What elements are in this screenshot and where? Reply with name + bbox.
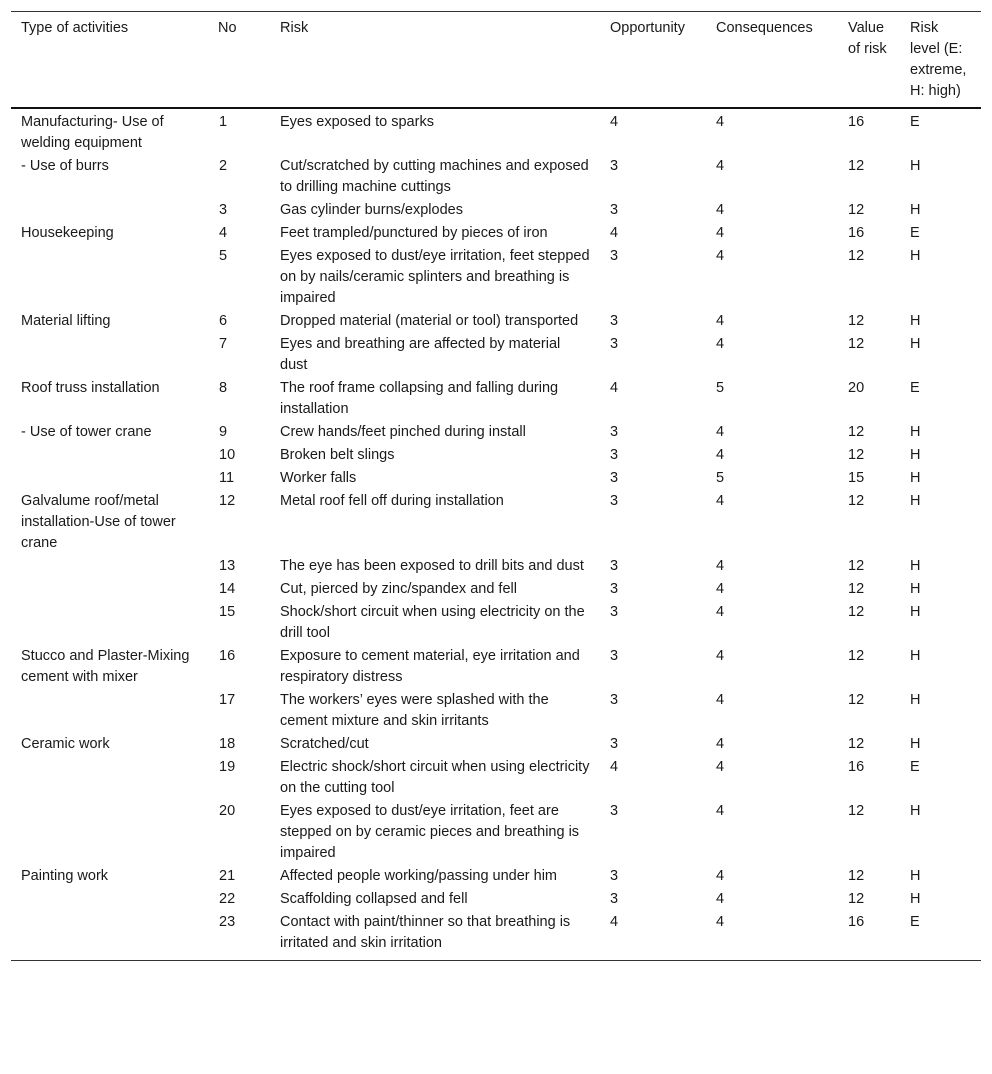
value-of-risk-cell: 12 xyxy=(848,558,865,574)
risk-level-cell: E xyxy=(910,914,920,930)
risk-level-cell: H xyxy=(910,202,921,218)
table-row xyxy=(11,377,981,421)
table-row xyxy=(11,199,981,222)
consequences-cell: 5 xyxy=(716,380,725,396)
consequences-cell: 4 xyxy=(716,313,725,329)
no-cell: 3 xyxy=(219,202,228,218)
opportunity-cell: 3 xyxy=(610,470,619,486)
header-no: No xyxy=(218,20,237,36)
opportunity-cell: 4 xyxy=(610,114,619,130)
no-cell: 9 xyxy=(219,424,228,440)
risk-cell: The workers’ eyes were splashed with the cement mixture and skin irritants xyxy=(280,692,549,729)
no-cell: 23 xyxy=(219,914,236,930)
activity-cell: Roof truss installation xyxy=(21,380,160,396)
header-risk: Risk xyxy=(280,20,309,36)
risk-level-cell: H xyxy=(910,868,921,884)
activity-cell xyxy=(11,888,208,911)
opportunity-cell: 4 xyxy=(610,225,619,241)
risk-cell: Eyes exposed to dust/eye irritation, feet stepped on by nails/ceramic splinters and breathing is impaired xyxy=(280,248,590,306)
no-cell: 7 xyxy=(219,336,228,352)
risk-level-cell: E xyxy=(910,114,920,130)
risk-cell: Eyes exposed to dust/eye irritation, feet are stepped on by ceramic pieces and breathing is impaired xyxy=(280,803,580,861)
value-of-risk-cell: 16 xyxy=(848,759,865,775)
consequences-cell: 4 xyxy=(716,914,725,930)
opportunity-cell: 3 xyxy=(610,493,619,509)
activity-cell xyxy=(11,199,208,222)
no-cell: 15 xyxy=(219,604,236,620)
opportunity-cell: 3 xyxy=(610,868,619,884)
value-of-risk-cell: 12 xyxy=(848,581,865,597)
table-row xyxy=(11,733,981,756)
activity-cell: Material lifting xyxy=(21,313,111,329)
no-cell: 12 xyxy=(219,493,236,509)
table-row xyxy=(11,888,981,911)
opportunity-cell: 3 xyxy=(610,692,619,708)
risk-cell: Affected people working/passing under him xyxy=(280,868,558,884)
table-row xyxy=(11,578,981,601)
risk-level-cell: H xyxy=(910,558,921,574)
no-cell: 11 xyxy=(219,470,235,486)
consequences-cell: 4 xyxy=(716,891,725,907)
risk-assessment-table xyxy=(11,11,981,961)
no-cell: 16 xyxy=(219,648,236,664)
table-row xyxy=(11,689,981,733)
no-cell: 4 xyxy=(219,225,228,241)
no-cell: 18 xyxy=(219,736,236,752)
value-of-risk-cell: 12 xyxy=(848,447,865,463)
risk-cell: The roof frame collapsing and falling during installation xyxy=(280,380,559,417)
value-of-risk-cell: 12 xyxy=(848,736,865,752)
consequences-cell: 5 xyxy=(716,470,725,486)
opportunity-cell: 3 xyxy=(610,202,619,218)
table-row xyxy=(11,467,981,490)
activity-cell: Painting work xyxy=(21,868,109,884)
value-of-risk-cell: 12 xyxy=(848,648,865,664)
table-row xyxy=(11,333,981,377)
opportunity-cell: 3 xyxy=(610,313,619,329)
no-cell: 1 xyxy=(219,114,228,130)
table-row xyxy=(11,310,981,333)
consequences-cell: 4 xyxy=(716,424,725,440)
no-cell: 22 xyxy=(219,891,236,907)
table-row xyxy=(11,911,981,961)
value-of-risk-cell: 16 xyxy=(848,225,865,241)
table-row xyxy=(11,645,981,689)
value-of-risk-cell: 12 xyxy=(848,493,865,509)
consequences-cell: 4 xyxy=(716,225,725,241)
no-cell: 5 xyxy=(219,248,228,264)
no-cell: 8 xyxy=(219,380,228,396)
risk-level-cell: H xyxy=(910,158,921,174)
no-cell: 6 xyxy=(219,313,228,329)
risk-cell: Worker falls xyxy=(280,470,357,486)
risk-cell: Dropped material (material or tool) transported xyxy=(280,313,579,329)
no-cell: 10 xyxy=(219,447,236,463)
value-of-risk-cell: 15 xyxy=(848,470,865,486)
consequences-cell: 4 xyxy=(716,114,725,130)
value-of-risk-cell: 12 xyxy=(848,202,865,218)
activity-cell xyxy=(11,756,208,800)
table-row xyxy=(11,555,981,578)
activity-cell xyxy=(11,911,208,961)
risk-cell: Cut/scratched by cutting machines and exposed to drilling machine cuttings xyxy=(280,158,589,195)
risk-level-cell: H xyxy=(910,336,921,352)
header-consequences: Consequences xyxy=(716,20,813,36)
table-row xyxy=(11,800,981,865)
risk-level-cell: H xyxy=(910,648,921,664)
opportunity-cell: 3 xyxy=(610,336,619,352)
table-body xyxy=(11,108,981,961)
risk-cell: Metal roof fell off during installation xyxy=(280,493,504,509)
activity-cell: Manufacturing- Use of welding equipment xyxy=(21,114,164,151)
activity-cell: - Use of burrs xyxy=(21,158,109,174)
table-row xyxy=(11,490,981,555)
no-cell: 20 xyxy=(219,803,236,819)
header-row xyxy=(11,12,981,109)
risk-level-cell: H xyxy=(910,581,921,597)
risk-level-cell: H xyxy=(910,313,921,329)
risk-cell: Contact with paint/thinner so that breathing is irritated and skin irritation xyxy=(280,914,571,951)
opportunity-cell: 4 xyxy=(610,759,619,775)
table-row xyxy=(11,421,981,444)
no-cell: 2 xyxy=(219,158,228,174)
consequences-cell: 4 xyxy=(716,336,725,352)
table-row xyxy=(11,245,981,310)
activity-cell: Stucco and Plaster-Mixing cement with mixer xyxy=(21,648,190,685)
activity-cell: Galvalume roof/metal installation-Use of tower crane xyxy=(21,493,176,551)
value-of-risk-cell: 12 xyxy=(848,868,865,884)
opportunity-cell: 3 xyxy=(610,604,619,620)
consequences-cell: 4 xyxy=(716,759,725,775)
risk-cell: Shock/short circuit when using electricity on the drill tool xyxy=(280,604,585,641)
no-cell: 21 xyxy=(219,868,236,884)
consequences-cell: 4 xyxy=(716,581,725,597)
consequences-cell: 4 xyxy=(716,493,725,509)
activity-cell xyxy=(11,689,208,733)
risk-level-cell: H xyxy=(910,493,921,509)
header-opportunity: Opportunity xyxy=(610,20,685,36)
consequences-cell: 4 xyxy=(716,803,725,819)
risk-level-cell: H xyxy=(910,470,921,486)
risk-cell: Cut, pierced by zinc/spandex and fell xyxy=(280,581,517,597)
consequences-cell: 4 xyxy=(716,558,725,574)
consequences-cell: 4 xyxy=(716,604,725,620)
value-of-risk-cell: 12 xyxy=(848,248,865,264)
activity-cell xyxy=(11,578,208,601)
activity-cell xyxy=(11,245,208,310)
risk-cell: The eye has been exposed to drill bits and dust xyxy=(280,558,584,574)
risk-cell: Feet trampled/punctured by pieces of iron xyxy=(280,225,548,241)
risk-level-cell: H xyxy=(910,424,921,440)
risk-cell: Exposure to cement material, eye irritation and respiratory distress xyxy=(280,648,580,685)
risk-cell: Eyes and breathing are affected by material dust xyxy=(280,336,561,373)
table-row xyxy=(11,756,981,800)
consequences-cell: 4 xyxy=(716,248,725,264)
consequences-cell: 4 xyxy=(716,692,725,708)
risk-cell: Electric shock/short circuit when using electricity on the cutting tool xyxy=(280,759,590,796)
risk-level-cell: H xyxy=(910,803,921,819)
risk-cell: Scratched/cut xyxy=(280,736,369,752)
risk-level-cell: H xyxy=(910,447,921,463)
opportunity-cell: 4 xyxy=(610,914,619,930)
activity-cell xyxy=(11,444,208,467)
opportunity-cell: 3 xyxy=(610,447,619,463)
activity-cell xyxy=(11,601,208,645)
consequences-cell: 4 xyxy=(716,736,725,752)
value-of-risk-cell: 12 xyxy=(848,891,865,907)
risk-level-cell: H xyxy=(910,604,921,620)
activity-cell xyxy=(11,800,208,865)
opportunity-cell: 3 xyxy=(610,581,619,597)
value-of-risk-cell: 12 xyxy=(848,424,865,440)
no-cell: 14 xyxy=(219,581,236,597)
table-row xyxy=(11,108,981,155)
header-risk-level: Risk level (E: extreme, H: high) xyxy=(910,20,967,99)
header-value-of-risk: Value of risk xyxy=(848,20,887,57)
table-row xyxy=(11,601,981,645)
risk-level-cell: H xyxy=(910,248,921,264)
value-of-risk-cell: 16 xyxy=(848,914,865,930)
activity-cell xyxy=(11,333,208,377)
table-row xyxy=(11,444,981,467)
risk-cell: Broken belt slings xyxy=(280,447,395,463)
activity-cell xyxy=(11,555,208,578)
consequences-cell: 4 xyxy=(716,447,725,463)
opportunity-cell: 3 xyxy=(610,803,619,819)
value-of-risk-cell: 12 xyxy=(848,158,865,174)
consequences-cell: 4 xyxy=(716,648,725,664)
value-of-risk-cell: 12 xyxy=(848,604,865,620)
table-row xyxy=(11,222,981,245)
opportunity-cell: 3 xyxy=(610,648,619,664)
value-of-risk-cell: 12 xyxy=(848,336,865,352)
activity-cell xyxy=(11,467,208,490)
opportunity-cell: 3 xyxy=(610,558,619,574)
risk-cell: Crew hands/feet pinched during install xyxy=(280,424,526,440)
header-type-of-activities: Type of activities xyxy=(21,20,129,36)
opportunity-cell: 3 xyxy=(610,424,619,440)
risk-cell: Gas cylinder burns/explodes xyxy=(280,202,463,218)
no-cell: 19 xyxy=(219,759,236,775)
opportunity-cell: 4 xyxy=(610,380,619,396)
risk-level-cell: H xyxy=(910,891,921,907)
table-row xyxy=(11,155,981,199)
table-header xyxy=(11,12,981,109)
no-cell: 13 xyxy=(219,558,236,574)
opportunity-cell: 3 xyxy=(610,736,619,752)
no-cell: 17 xyxy=(219,692,236,708)
value-of-risk-cell: 12 xyxy=(848,313,865,329)
consequences-cell: 4 xyxy=(716,202,725,218)
consequences-cell: 4 xyxy=(716,868,725,884)
risk-level-cell: E xyxy=(910,759,920,775)
opportunity-cell: 3 xyxy=(610,158,619,174)
risk-level-cell: E xyxy=(910,225,920,241)
opportunity-cell: 3 xyxy=(610,891,619,907)
activity-cell: - Use of tower crane xyxy=(21,424,152,440)
value-of-risk-cell: 12 xyxy=(848,803,865,819)
risk-cell: Eyes exposed to sparks xyxy=(280,114,434,130)
risk-level-cell: H xyxy=(910,692,921,708)
opportunity-cell: 3 xyxy=(610,248,619,264)
activity-cell: Ceramic work xyxy=(21,736,110,752)
activity-cell: Housekeeping xyxy=(21,225,114,241)
value-of-risk-cell: 12 xyxy=(848,692,865,708)
value-of-risk-cell: 16 xyxy=(848,114,865,130)
consequences-cell: 4 xyxy=(716,158,725,174)
table-row xyxy=(11,865,981,888)
value-of-risk-cell: 20 xyxy=(848,380,865,396)
risk-cell: Scaffolding collapsed and fell xyxy=(280,891,468,907)
risk-level-cell: H xyxy=(910,736,921,752)
risk-level-cell: E xyxy=(910,380,920,396)
